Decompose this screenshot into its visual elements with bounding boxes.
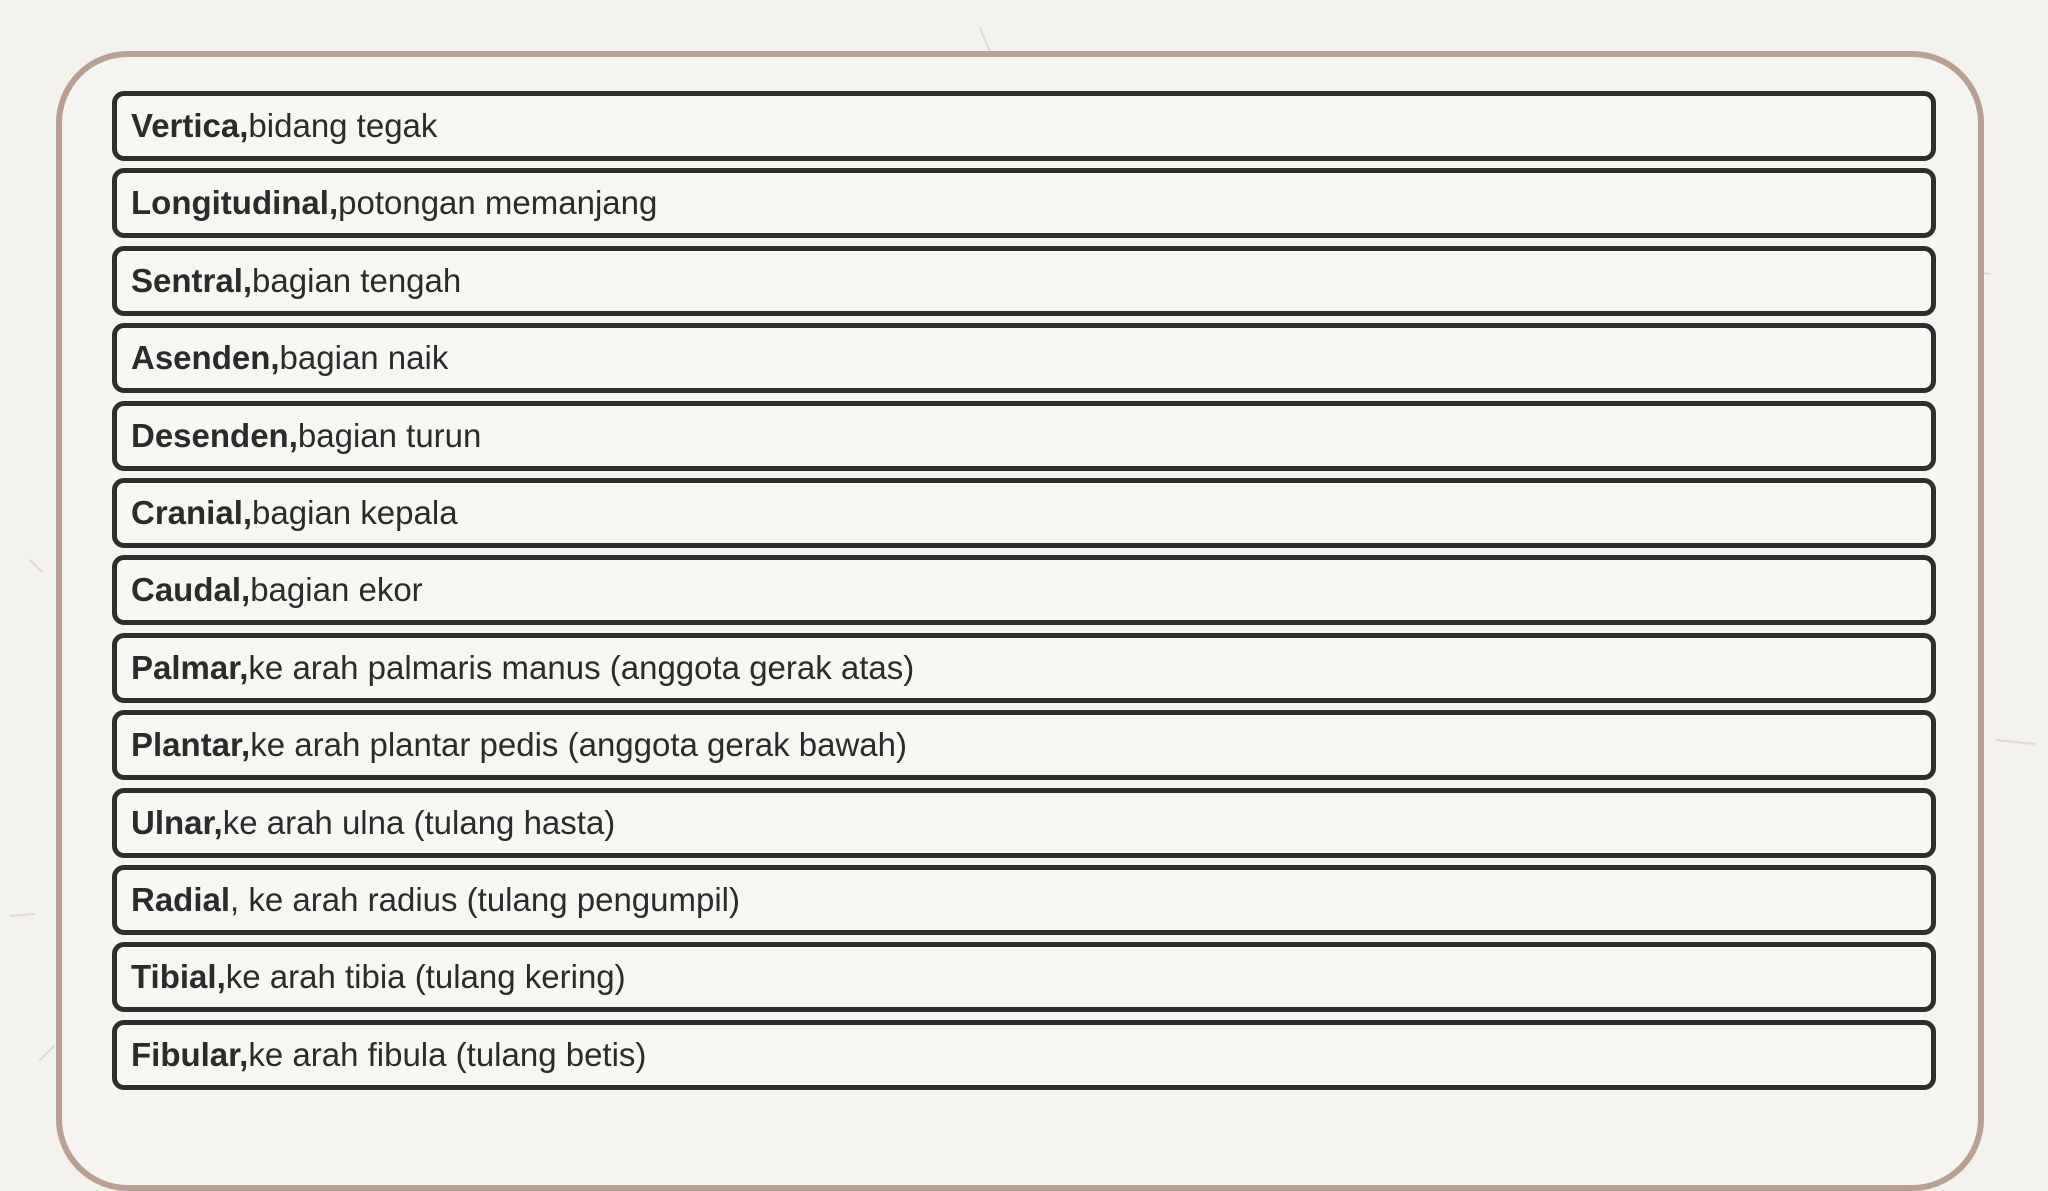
- term-label: Desenden,: [131, 416, 298, 454]
- term-definition: bagian tengah: [252, 261, 462, 299]
- term-definition: bagian kepala: [252, 493, 458, 531]
- term-definition: potongan memanjang: [338, 184, 658, 222]
- term-definition: bagian ekor: [250, 571, 423, 609]
- term-label: Fibular,: [131, 1035, 249, 1073]
- term-definition: ke arah plantar pedis (anggota gerak bawah): [250, 726, 907, 764]
- term-row-tibial: [112, 942, 1936, 1012]
- term-label: Caudal,: [131, 571, 251, 609]
- term-row-fibular: [112, 1020, 1936, 1090]
- term-label: Asenden,: [131, 339, 280, 377]
- term-row-palmar: [112, 633, 1936, 703]
- term-label: Plantar,: [131, 726, 251, 764]
- term-label: Cranial,: [131, 493, 253, 531]
- term-label: Sentral,: [131, 261, 253, 299]
- term-definition: , ke arah radius (tulang pengumpil): [230, 880, 740, 918]
- term-definition: bagian naik: [279, 339, 449, 377]
- term-definition: ke arah ulna (tulang hasta): [222, 803, 616, 841]
- term-row-plantar: [112, 710, 1936, 780]
- term-row-desenden: [112, 401, 1936, 471]
- term-label: Palmar,: [131, 648, 249, 686]
- term-row-radial: [112, 865, 1936, 935]
- term-row-longitudinal: [112, 168, 1936, 238]
- term-row-ulnar: [112, 788, 1936, 858]
- term-row-vertica: [112, 91, 1936, 161]
- term-label: Ulnar,: [131, 803, 223, 841]
- term-definition: ke arah tibia (tulang kering): [225, 958, 626, 996]
- term-definition: ke arah palmaris manus (anggota gerak atas): [248, 648, 915, 686]
- term-label: Vertica,: [131, 107, 249, 144]
- term-label: Radial: [131, 880, 231, 918]
- term-row-caudal: [112, 555, 1936, 625]
- term-row-asenden: [112, 323, 1936, 393]
- term-definition: bagian turun: [297, 416, 482, 454]
- term-definition: bidang tegak: [248, 107, 438, 144]
- term-label: Longitudinal,: [131, 184, 339, 222]
- term-row-sentral: [112, 246, 1936, 316]
- term-definition: ke arah fibula (tulang betis): [248, 1035, 647, 1073]
- term-row-cranial: [112, 478, 1936, 548]
- term-list: [112, 91, 1936, 1097]
- term-label: Tibial,: [131, 958, 226, 996]
